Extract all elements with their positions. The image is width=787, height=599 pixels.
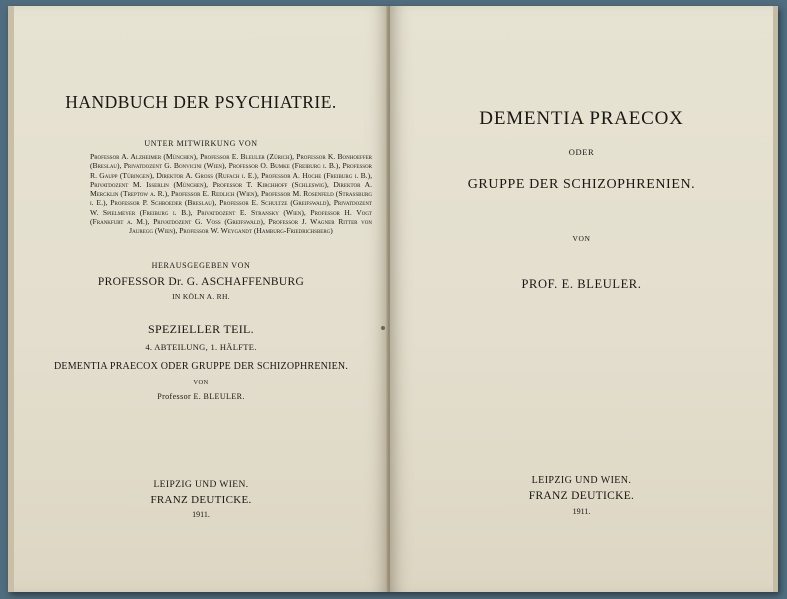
open-book — [8, 6, 778, 592]
book-subtitle: GRUPPE DER SCHIZOPHRENIEN. — [467, 177, 696, 192]
author-name: PROF. E. BLEULER. — [521, 277, 642, 291]
author-name: Professor E. BLEULER. — [157, 392, 245, 401]
editor-name: PROFESSOR Dr. G. ASCHAFFENBURG — [97, 276, 305, 288]
editor-heading: HERAUSGEGEBEN VON — [151, 261, 251, 270]
left-page — [8, 6, 388, 592]
publisher-name: FRANZ DEUTICKE. — [528, 490, 635, 502]
staple-hole — [381, 326, 385, 330]
contributors-heading: UNTER MITWIRKUNG VON — [144, 139, 258, 148]
contributors-list: Professor A. Alzheimer (München), Professor E. Bleuler (Zürich), Professor K. Bonhoeffer (Breslau), Privatdozent G. Bonvicini (Wien), Professor O. Bumke (Freiburg i. B.), Professor R. Gaupp (Tübingen), Direktor A. Gross (Rufach i. E.), Professor A. Hoche (Freiburg i. B.), Privatdozent M. Isserlin (München), Professor T. Kirchhoff (Schleswig), Direktor A. Mercklin (Treptow a. R.), Professor E. Redlich (Wien), Professor M. Rosenfeld (Strassburg i. E.), Professor P. Schroeder (Breslau), Professor E. Schultze (Greifswald), Privatdozent W. Spielmeyer (Freiburg i. B.), Privatdozent E. Stransky (Wien), Professor H. Vogt (Frankfurt a. M.), Privatdozent G. Voss (Greifswald), Professor J. Wagner Ritter von Jauregg (Wien), Professor W. Weygandt (Hamburg-Friedrichsberg) — [90, 152, 372, 236]
publication-year: 1911. — [192, 510, 210, 519]
by-label: VON — [572, 234, 591, 243]
book-title: DEMENTIA PRAECOX — [479, 108, 684, 129]
publisher-city: LEIPZIG UND WIEN. — [531, 475, 632, 486]
series-title: HANDBUCH DER PSYCHIATRIE. — [65, 92, 337, 112]
by-label: VON — [193, 379, 209, 386]
part-title: SPEZIELLER TEIL. — [148, 322, 254, 336]
volume-subtitle: DEMENTIA PRAECOX ODER GRUPPE DER SCHIZOPHRENIEN. — [53, 361, 349, 372]
editor-place: IN KÖLN A. RH. — [172, 292, 230, 301]
publisher-name: FRANZ DEUTICKE. — [150, 494, 252, 506]
publisher-city: LEIPZIG UND WIEN. — [153, 480, 249, 490]
section-title: 4. ABTEILUNG, 1. HÄLFTE. — [145, 342, 257, 352]
publication-year: 1911. — [572, 507, 591, 516]
or-label: ODER — [568, 147, 595, 157]
right-page — [390, 6, 778, 592]
